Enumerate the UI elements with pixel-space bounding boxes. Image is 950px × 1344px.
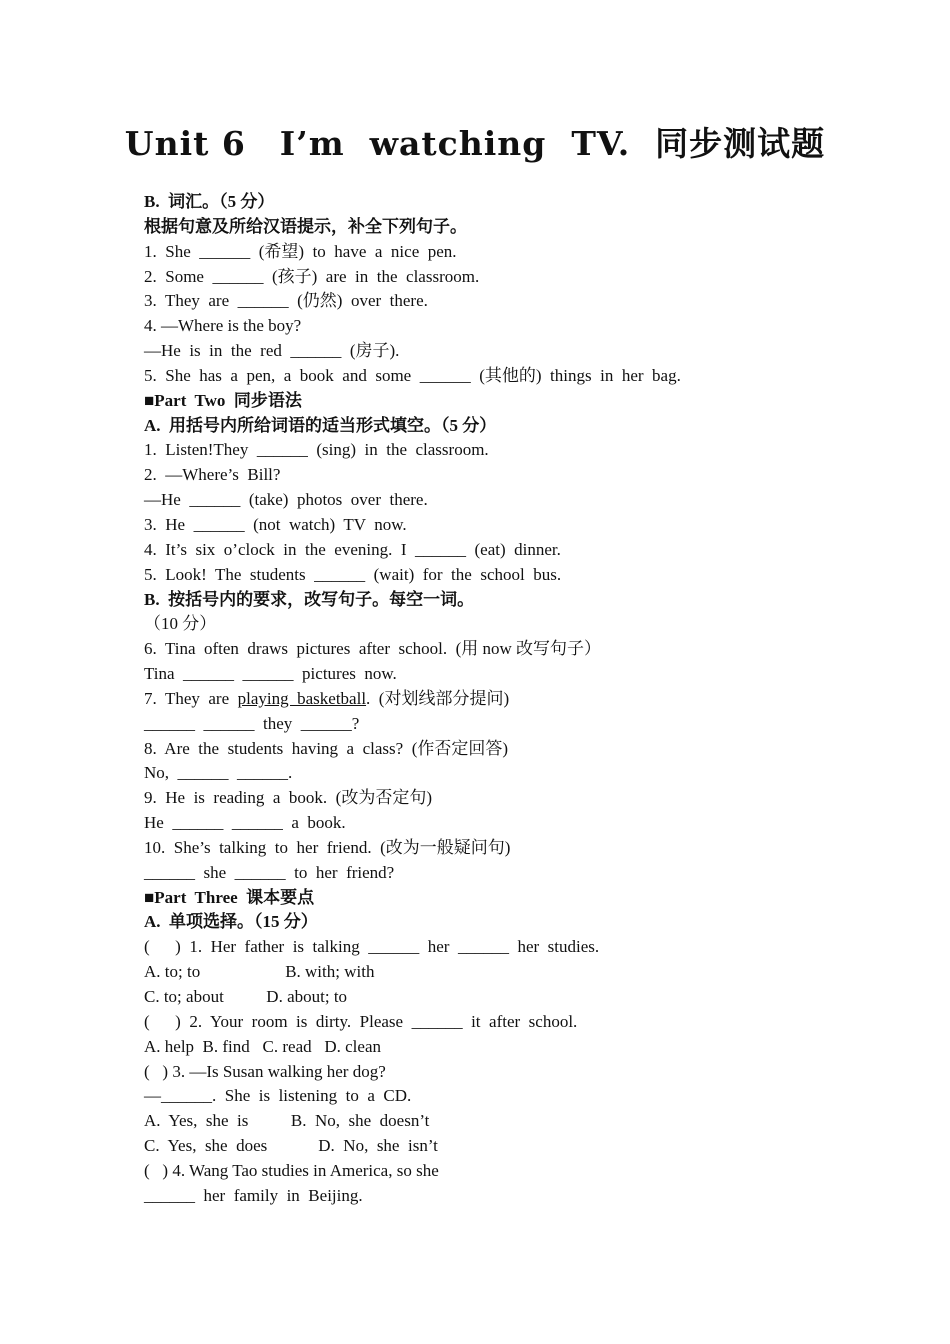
question-line: 10. She’s talking to her friend. (改为一般疑问句) [144,837,511,857]
part-heading: ■Part Two 同步语法 [144,390,302,410]
section-score: （10 分） [144,614,217,634]
question-line: 6. Tina often draws pictures after school. (用 now 改写句子） [144,639,602,659]
question-line: ( ) 4. Wang Tao studies in America, so she [144,1160,439,1180]
question-line: 5. Look! The students ______ (wait) for the school bus. [144,564,562,584]
question-text: . (对划线部分提问) [366,688,510,708]
question-line: ( ) 3. —Is Susan walking her dog? [144,1061,386,1081]
question-line: 4. It’s six o’clock in the evening. I ______ (eat) dinner. [144,539,561,559]
document-body [144,190,824,1209]
section-instruction: 根据句意及所给汉语提示，补全下列句子。 [144,216,467,236]
question-line [144,687,824,712]
question-line: He ______ ______ a book. [144,813,346,833]
part-heading: ■Part Three 课本要点 [144,887,315,907]
question-line: 3. They are ______ (仍然) over there. [144,291,428,311]
answer-options: A. help B. find C. read D. clean [144,1036,381,1056]
answer-options: A. to; to B. with; with [144,962,375,982]
question-line: 5. She has a pen, a book and some ______ (其他的) things in her bag. [144,365,681,385]
answer-options: C. Yes, she does D. No, she isn’t [144,1136,438,1156]
question-line: Tina ______ ______ pictures now. [144,664,397,684]
question-line: 1. She ______ (希望) to have a nice pen. [144,241,457,261]
question-line: —______. She is listening to a CD. [144,1086,412,1106]
underlined-phrase: playing basketball [237,688,367,708]
question-line: 4. —Where is the boy? [144,316,302,336]
question-line: 8. Are the students having a class? (作否定回答) [144,738,509,758]
question-line: No, ______ ______. [144,763,293,783]
question-line: ______ ______ they ______? [144,713,360,733]
question-line: 2. —Where’s Bill? [144,465,281,485]
question-line: —He ______ (take) photos over there. [144,490,428,510]
question-line: ( ) 1. Her father is talking ______ her ______ her studies. [144,937,600,957]
question-line: 9. He is reading a book. (改为否定句) [144,788,433,808]
question-line: ______ she ______ to her friend? [144,862,395,882]
section-heading: A. 单项选择。（15 分） [144,912,318,932]
question-line: 3. He ______ (not watch) TV now. [144,514,407,534]
question-text: 7. They are [144,688,238,708]
answer-options: C. to; about D. about; to [144,987,348,1006]
question-line: ( ) 2. Your room is dirty. Please ______ it after school. [144,1011,578,1031]
page-title: Unit 6 I’m watching TV. 同步测试题 [124,124,826,163]
answer-options: A. Yes, she is B. No, she doesn’t [144,1111,430,1131]
section-heading: B. 按括号内的要求，改写句子。每空一词。 [144,589,475,609]
section-heading: A. 用括号内所给词语的适当形式填空。（5 分） [144,415,497,435]
question-line: —He is in the red ______ (房子). [144,341,400,361]
question-line: 2. Some ______ (孩子) are in the classroom. [144,266,480,286]
question-line: ______ her family in Beijing. [144,1185,363,1205]
question-line: 1. Listen!They ______ (sing) in the classroom. [144,440,489,460]
section-heading: B. 词汇。（5 分） [144,192,275,211]
